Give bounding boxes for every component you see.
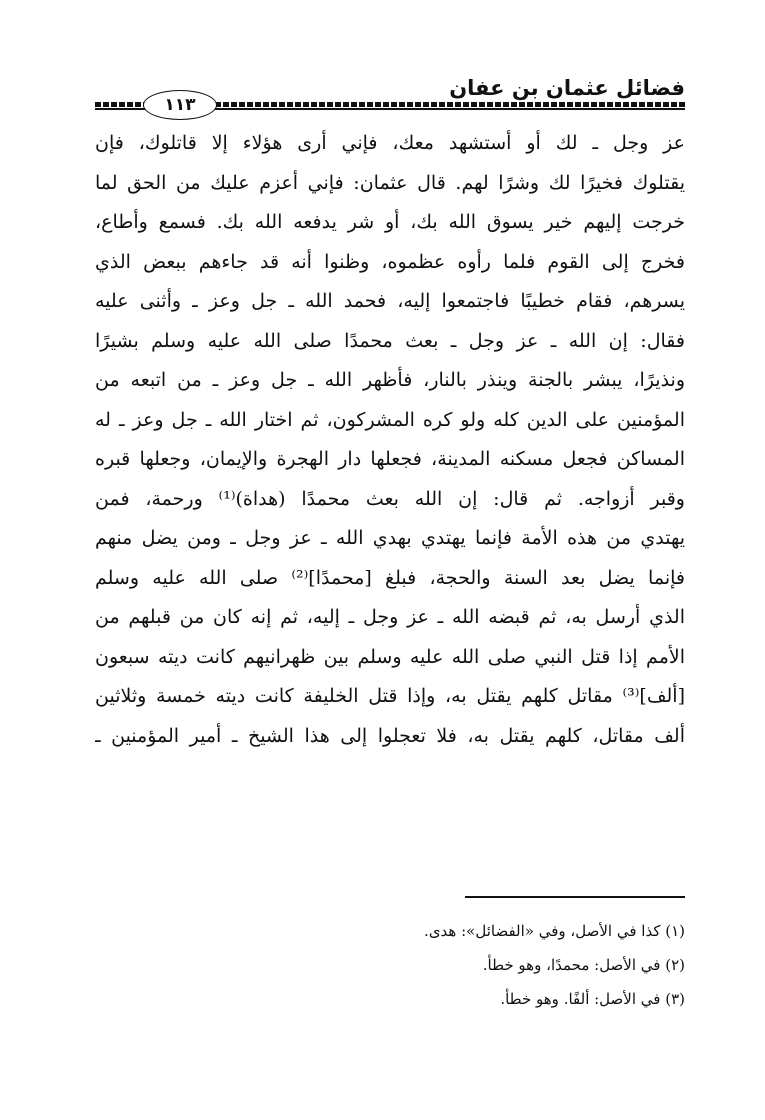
page-header <box>95 72 685 116</box>
text-line: وقبر أزواجه. ثم قال: إن الله بعث محمدًا (هداة)⁽¹⁾ ورحمة، فمن <box>95 487 685 510</box>
text-line: عز وجل ـ لك أو أستشهد معك، فإني أرى هؤلاء إلا قاتلوك، فإن <box>95 132 685 154</box>
page-number: ١١٣ <box>143 90 217 120</box>
text-line: المساكن فجعل مسكنه المدينة، فجعلها دار الهجرة والإيمان، وجعلها قبره <box>95 448 685 470</box>
text-line: [ألف]⁽³⁾ مقاتل كلهم يقتل به، وإذا قتل الخليفة كانت ديته خمسة وثلاثين <box>95 685 685 707</box>
text-line: فإنما يضل بعد السنة والحجة، فبلغ [محمدًا]⁽²⁾ صلى الله عليه وسلم <box>95 566 685 589</box>
text-line: يسرهم، فقام خطيبًا فاجتمعوا إليه، فحمد الله ـ جل وعز ـ وأثنى عليه <box>95 290 685 312</box>
text-line: المؤمنين على الدين كله ولو كره المشركون، ثم اختار الله ـ جل وعز ـ له <box>95 408 685 431</box>
main-text <box>95 124 685 756</box>
text-line: يقتلوك فخيرًا لك وشرًا لهم. قال عثمان: فإني أعزم عليك من الحق لما <box>95 171 685 194</box>
text-line: ألف مقاتل، كلهم يقتل به، فلا تعجلوا إلى هذا الشيخ ـ أمير المؤمنين ـ <box>95 724 685 747</box>
text-line: خرجت إليهم خير يسوق الله بك، أو شر يدفعه الله بك. فسمع وأطاع، <box>95 211 685 233</box>
text-line: فقال: إن الله ـ عز وجل ـ بعث محمدًا صلى الله عليه وسلم بشيرًا <box>95 329 685 352</box>
running-title: فضائل عثمان بن عفان <box>449 76 685 100</box>
footnote-separator <box>465 896 685 898</box>
text-line: ونذيرًا، يبشر بالجنة وينذر بالنار، فأظهر الله ـ جل وعز ـ من اتبعه من <box>95 369 685 391</box>
footnote: (٣) في الأصل: ألفًا. وهو خطأ. <box>500 990 685 1008</box>
text-line: الأمم إذا قتل النبي صلى الله عليه وسلم بين ظهرانيهم كانت ديته سبعون <box>95 645 685 668</box>
footnotes <box>95 914 685 1016</box>
text-line: الذي أرسل به، ثم قبضه الله ـ عز وجل ـ إليه، ثم إنه كان من قبلهم من <box>95 606 685 628</box>
footnote: (١) كذا في الأصل، وفي «الفضائل»: هدى. <box>424 922 685 940</box>
text-line: فخرج إلى القوم فلما رأوه عظموه، وظنوا أنه قد جاءهم ببعض الذي <box>95 250 685 273</box>
text-line: يهتدي من هذه الأمة فإنما يهتدي بهدي الله ـ عز وجل ـ ومن يضل منهم <box>95 527 685 549</box>
footnote: (٢) في الأصل: محمدًا، وهو خطأ. <box>482 956 685 974</box>
